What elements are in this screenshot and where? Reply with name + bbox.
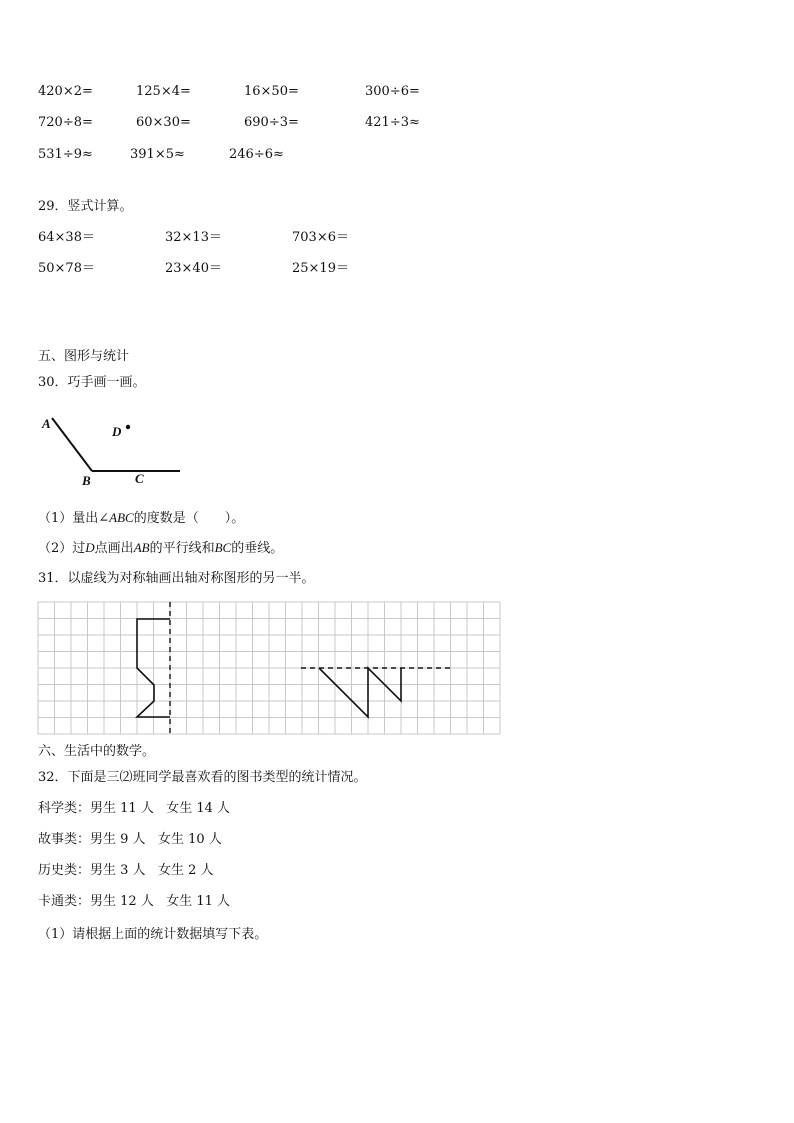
stat-row [38, 863, 214, 879]
point-d [126, 425, 130, 429]
vertical-calc-item: 50×78＝ [38, 261, 95, 276]
sub2-part2: 点画出 [94, 541, 134, 556]
section-5-title: 五、图形与统计 [38, 349, 130, 364]
calc-item: 300÷6= [365, 84, 420, 99]
calc-item: 125×4= [136, 84, 191, 99]
stat-girls: 女生 10 人 [157, 832, 222, 847]
question-31-title: 31．以虚线为对称轴画出轴对称图形的另一半。 [38, 571, 315, 586]
ray-ba [52, 418, 92, 471]
sub1-prefix: （1）量出 [38, 511, 99, 526]
calc-item: 720÷8= [38, 115, 93, 130]
stat-boys: 男生 11 人 [90, 801, 154, 816]
stat-boys: 男生 3 人 [90, 863, 146, 878]
stat-row [38, 894, 230, 910]
calc-item: 690÷3= [244, 115, 299, 130]
question-30-sub1 [38, 510, 244, 527]
line-bc-ref: BC [214, 540, 232, 555]
stat-row [38, 832, 222, 848]
label-b: B [82, 473, 91, 488]
sub2-part1: （2）过 [38, 541, 86, 556]
stat-girls: 女生 14 人 [166, 801, 231, 816]
angle-abc: ∠ABC [98, 510, 134, 525]
vertical-calc-item: 32×13＝ [165, 230, 222, 245]
sub1-suffix: 的度数是（ ）。 [133, 511, 245, 526]
question-30-sub2 [38, 540, 283, 557]
calc-item: 246÷6≈ [229, 147, 284, 162]
vertical-calc-item: 25×19＝ [292, 261, 349, 276]
stat-girls: 女生 2 人 [157, 863, 214, 878]
calc-item: 420×2= [38, 84, 93, 99]
stat-category: 科学类： [38, 801, 91, 816]
vertical-calc-item: 64×38＝ [38, 230, 95, 245]
line-ab-ref: AB [133, 540, 150, 555]
stat-row [38, 801, 230, 817]
right-half-shape [319, 668, 401, 717]
stat-category: 历史类： [38, 863, 91, 878]
calc-item: 421÷3≈ [365, 115, 420, 130]
symmetry-grid [38, 602, 502, 734]
question-32-sub1: （1）请根据上面的统计数据填写下表。 [38, 927, 268, 942]
label-d: D [112, 424, 122, 439]
stat-boys: 男生 12 人 [90, 894, 154, 909]
vertical-calc-item: 23×40＝ [165, 261, 222, 276]
sub2-part3: 的平行线和 [149, 541, 215, 556]
question-32-title: 32．下面是三⑵班同学最喜欢看的图书类型的统计情况。 [38, 770, 367, 785]
stat-boys: 男生 9 人 [90, 832, 146, 847]
label-c: C [135, 471, 144, 486]
label-a: A [42, 416, 51, 431]
calc-item: 531÷9≈ [38, 147, 93, 162]
stat-category: 故事类： [38, 832, 91, 847]
vertical-calc-item: 703×6＝ [292, 230, 349, 245]
question-30-title: 30．巧手画一画。 [38, 375, 146, 390]
point-d-ref: D [85, 540, 95, 555]
calc-item: 391×5≈ [130, 147, 185, 162]
sub2-part4: 的垂线。 [231, 541, 284, 556]
calc-item: 16×50= [244, 84, 299, 99]
stat-category: 卡通类： [38, 894, 91, 909]
section-6-title: 六、生活中的数学。 [38, 744, 156, 759]
calc-item: 60×30= [136, 115, 191, 130]
stat-girls: 女生 11 人 [166, 894, 231, 909]
question-29-title: 29．竖式计算。 [38, 199, 133, 214]
